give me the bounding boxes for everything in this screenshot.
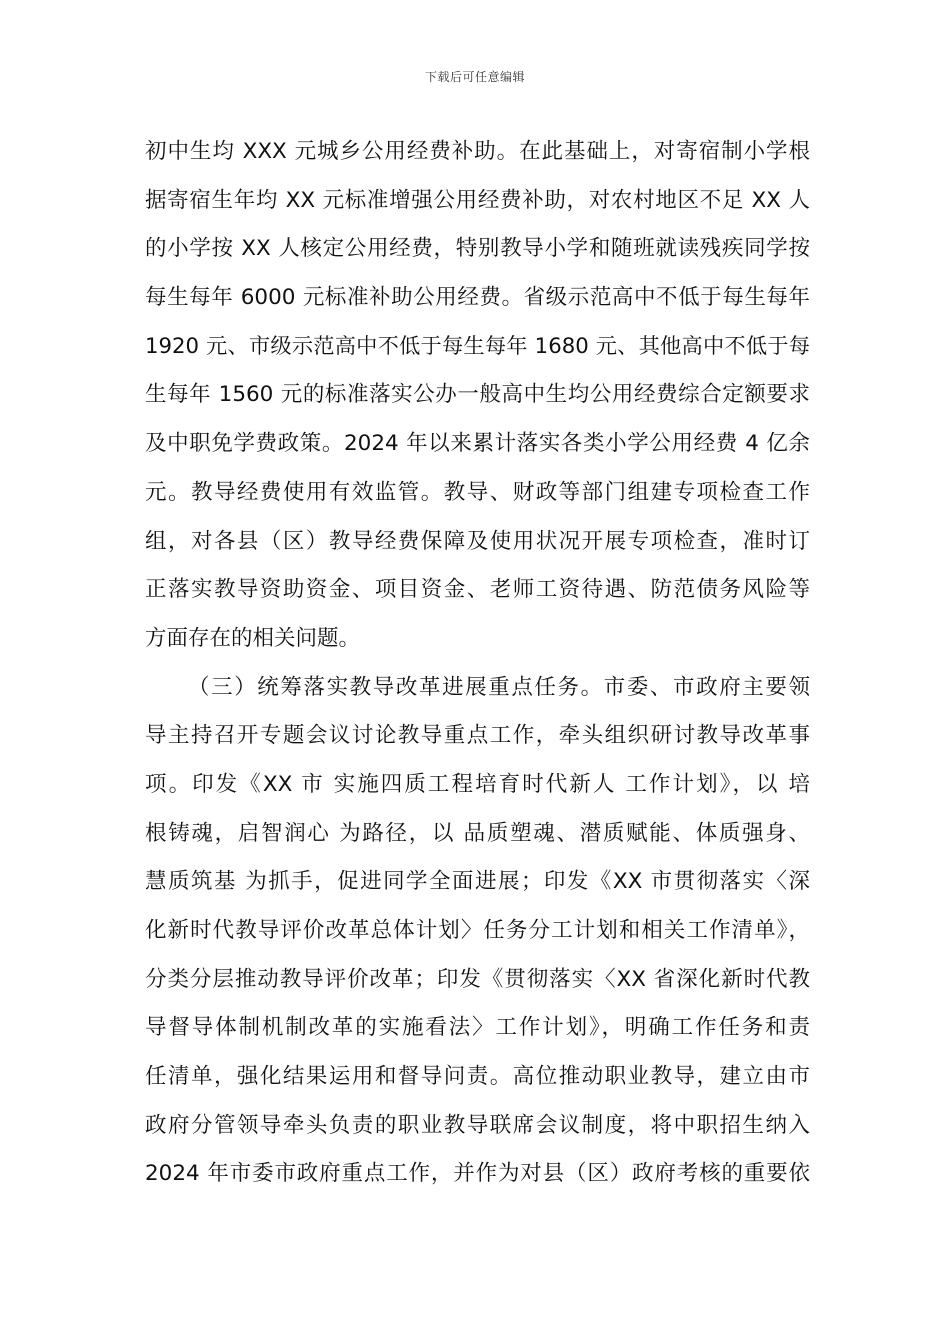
text-line: 元。教导经费使用有效监管。教导、财政等部门组建专项检查工作	[145, 479, 810, 505]
text-line: 化新时代教导评价改革总体计划〉任务分工计划和相关工作清单》，	[145, 918, 810, 943]
text-line: 项。印发《XX 市 实施四质工程培育时代新人 工作计划》，以 培	[145, 771, 810, 797]
text-line: 分类分层推动教导评价改革；印发《贯彻落实〈XX 省深化新时代教	[145, 966, 810, 992]
document-body	[145, 128, 810, 1199]
text-line: 的小学按 XX 人核定公用经费，特别教导小学和随班就读残疾同学按	[145, 236, 810, 262]
text-line: 导督导体制机制改革的实施看法〉工作计划》，明确工作任务和责	[145, 1015, 810, 1041]
page-header-note: 下载后可任意编辑	[424, 70, 525, 84]
text-line: 慧质筑基 为抓手，促进同学全面进展；印发《XX 市贯彻落实〈深	[145, 869, 810, 895]
text-line: 及中职免学费政策。2024 年以来累计落实各类小学公用经费 4 亿余	[145, 431, 810, 457]
text-line: 根铸魂，启智润心 为路径，以 品质塑魂、潜质赋能、体质强身、	[145, 820, 810, 846]
text-line: 每生每年 6000 元标准补助公用经费。省级示范高中不低于每生每年	[145, 285, 810, 311]
text-line: 正落实教导资助资金、项目资金、老师工资待遇、防范债务风险等	[145, 577, 810, 603]
text-line: 初中生均 XXX 元城乡公用经费补助。在此基础上，对寄宿制小学根	[145, 139, 810, 164]
text-line: 组，对各县（区）教导经费保障及使用状况开展专项检查，准时订	[145, 528, 810, 554]
text-line: 导主持召开专题会议讨论教导重点工作，牵头组织研讨教导改革事	[145, 723, 810, 749]
text-line: 方面存在的相关问题。	[145, 625, 361, 651]
text-line: （三）统筹落实教导改革进展重点任务。市委、市政府主要领	[188, 674, 810, 700]
text-line: 1920 元、市级示范高中不低于每生每年 1680 元、其他高中不低于每	[145, 333, 810, 359]
text-line: 2024 年市委市政府重点工作，并作为对县（区）政府考核的重要依	[145, 1161, 810, 1187]
text-line: 生每年 1560 元的标准落实公办一般高中生均公用经费综合定额要求	[145, 382, 810, 408]
text-line: 政府分管领导牵头负责的职业教导联席会议制度，将中职招生纳入	[145, 1112, 810, 1138]
text-line: 任清单，强化结果运用和督导问责。高位推动职业教导，建立由市	[145, 1064, 810, 1090]
text-line: 据寄宿生年均 XX 元标准增强公用经费补助，对农村地区不足 XX 人	[145, 187, 810, 213]
